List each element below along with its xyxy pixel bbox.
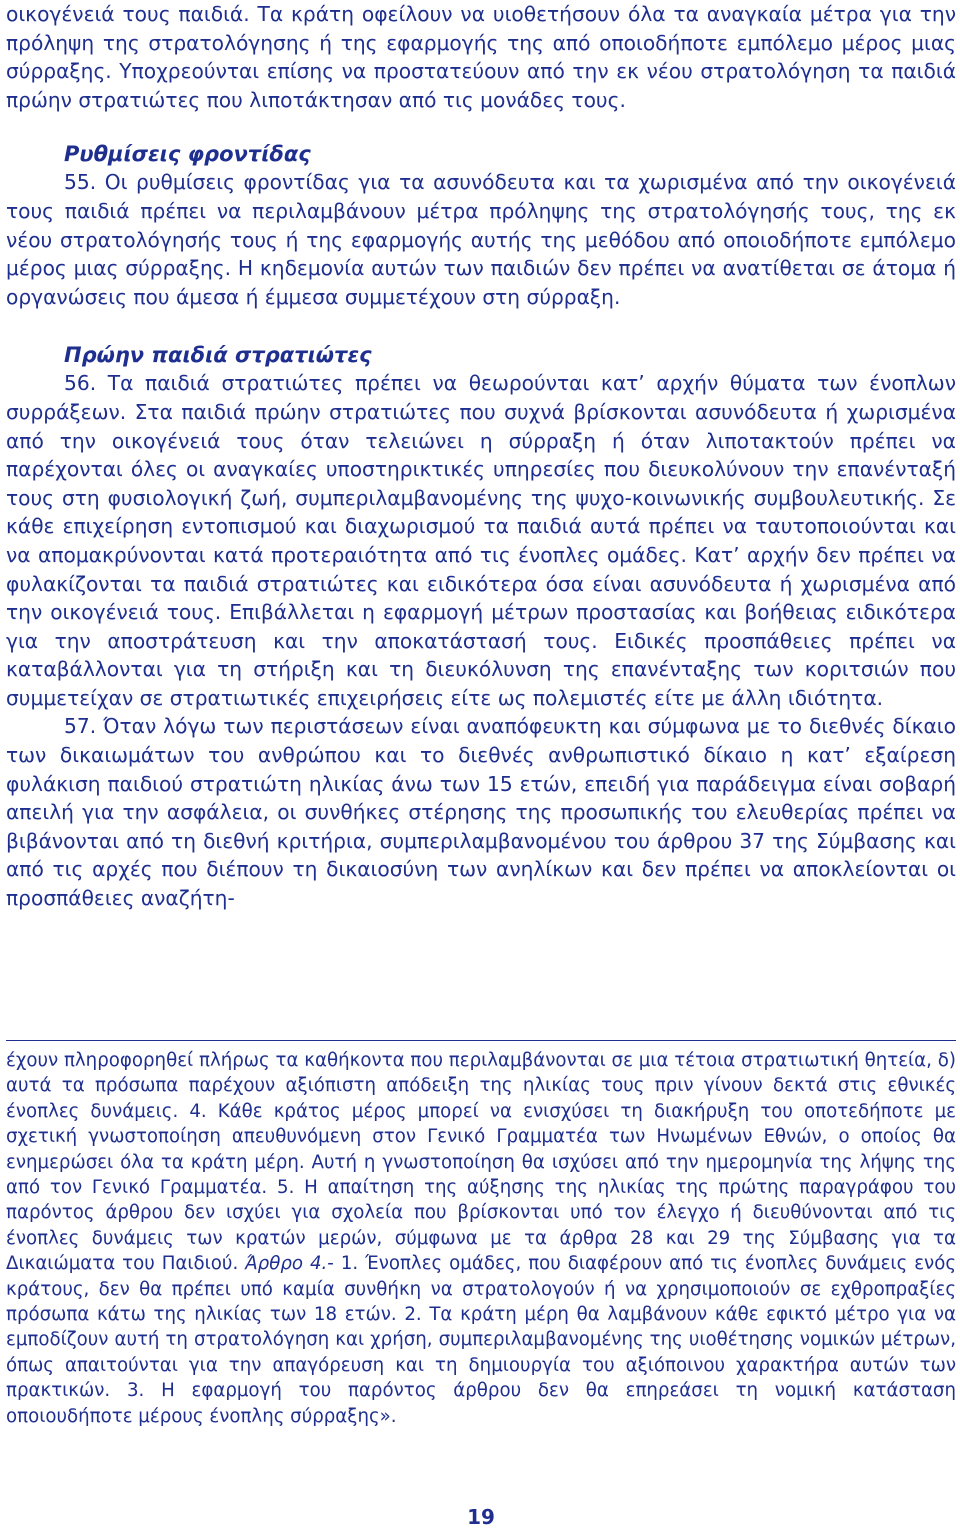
paragraph-text: Όταν λόγω των περιστάσεων είναι αναπόφευκτη και σύμφωνα με το διεθνές δίκαιο των δικαιωμάτων του ανθρώπου και το διεθνές ανθρωπιστικό δίκαιο η κατ’ εξαίρεση φυλάκιση παιδιού στρατιώτη ηλικίας άνω των 15 ετών, επειδή για παράδειγμα είναι σοβαρή απειλή για την ασφάλεια, οι συνθήκες στέρησης της προσωπικής του ελευθερίας πρέπει να βιβάνονται από τη διεθνή κριτήρια, συμπεριλαμβανομένου του άρθρου 37 της Σύμβασης και από τις αρχές που διέπουν τη δικαιοσύνη των ανηλίκων και δεν πρέπει να αποκλείονται οι προσπάθειες αναζήτη-	[6, 714, 956, 911]
paragraph-number: 55.	[64, 170, 97, 195]
document-page	[6, 0, 956, 1532]
footnote-text-before: έχουν πληροφορηθεί πλήρως τα καθήκοντα που περιλαμβάνονται σε μια τέτοια στρατιωτική θητεία, δ) αυτά τα πρόσωπα παρέχουν αξιόπιστη απόδειξη της ηλικίας τους πριν γίνουν δεκτά στις εθνικές ένοπλες δυνάμεις. 4. Κάθε κράτος μέρος μπορεί να ενισχύσει τη διακήρυξη του οποτεδήποτε με σχετική γνωστοποίηση απευθυνόμενη στον Γενικό Γραμματέα των Ηνωμένων Εθνών, ο οποίος θα ενημερώσει όλα τα κράτη μέρη. Αυτή η γνωστοποίηση θα ισχύσει από την ημερομηνία της λήψης της από τον Γενικό Γραμματέα. 5. Η απαίτηση της αύξησης της ηλικίας της πρώτης παραγράφου του παρόντος άρθρου δεν ισχύει για σχολεία που βρίσκονται υπό τον έλεγχο ή διευθύνονται από τις ένοπλες δυνάμεις των κρατών μερών, σύμφωνα με τα άρθρα 28 και 29 της Σύμβασης για τα Δικαιώματα του Παιδιού.	[6, 1050, 956, 1275]
article-4-label: Άρθρο 4.	[245, 1253, 328, 1275]
page-number: 19	[467, 1505, 495, 1529]
paragraph-text: Οι ρυθμίσεις φροντίδας για τα ασυνόδευτα και τα χωρισμένα από την οικογένειά τους παιδιά πρέπει να περιλαμβάνουν μέτρα πρόληψης της στρατολόγησής τους, της εκ νέου στρατολόγησής τους ή της εφαρμογής αυτής της μεθόδου από οποιοδήποτε εμπόλεμο μέρος μιας σύρραξης. Η κηδεμονία αυτών των παιδιών δεν πρέπει να ανατίθεται σε άτομα ή οργανώσεις που άμεσα ή έμμεσα συμμετέχουν στη σύρραξη.	[6, 170, 957, 309]
paragraph-number: 57.	[64, 714, 97, 739]
paragraph-55	[6, 168, 956, 311]
paragraph-56	[6, 369, 956, 712]
footnote	[6, 1048, 956, 1429]
footnote-text-after: - 1. Ένοπλες ομάδες, που διαφέρουν από τις ένοπλες δυνάμεις ενός κράτους, δεν θα πρέπει υπό καμία συνθήκη να στρατολογούν ή να χρησιμοποιούν σε εχθροπραξίες πρόσωπα κάτω της ηλικίας των 18 ετών. 2. Τα κράτη μέρη θα λαμβάνουν κάθε εφικτό μέτρο για να εμποδίζουν αυτή τη στρατολόγηση και χρήση, συμπεριλαμβανομένης της υιοθέτησης νομικών μέτρων, όπως απαιτούνται για την απαγόρευση και τη δημιουργία του αξιόποινου χαρακτήρα αυτών των πρακτικών. 3. Η εφαρμογή του παρόντος άρθρου δεν θα επηρεάσει τη νομική κατάσταση οποιουδήποτε μέρους ένοπλης σύρραξης».	[6, 1253, 956, 1427]
section-heading-care-arrangements: Ρυθμίσεις φροντίδας	[64, 142, 311, 167]
paragraph-57	[6, 712, 956, 912]
main-text	[6, 0, 956, 913]
paragraph-number: 56.	[64, 371, 97, 396]
continuation-paragraph: οικογένειά τους παιδιά. Τα κράτη οφείλουν να υιοθετήσουν όλα τα αναγκαία μέτρα για την πρόληψη της στρατολόγησης ή της εφαρμογής της από οποιοδήποτε εμπόλεμο μέρος μιας σύρραξης. Υποχρεούνται επίσης να προστατεύουν από την εκ νέου στρατολόγηση τα παιδιά πρώην στρατιώτες που λιποτάκτησαν από τις μονάδες τους.	[6, 2, 956, 112]
footnote-separator	[6, 1040, 956, 1041]
paragraph-text: Τα παιδιά στρατιώτες πρέπει να θεωρούνται κατ’ αρχήν θύματα των ένοπλων συρράξεων. Στα παιδιά πρώην στρατιώτες που συχνά βρίσκονται ασυνόδευτα ή χωρισμένα από την οικογένειά τους όταν τελειώνει η σύρραξη ή όταν λιποτακτούν πρέπει να παρέχονται όλες οι αναγκαίες υποστηρικτικές υπηρεσίες που διευκολύνουν την επανένταξή τους στη φυσιολογική ζωή, συμπεριλαμβανομένης της ψυχο-κοινωνικής συμβουλευτικής. Σε κάθε επιχείρηση εντοπισμού και διαχωρισμού τα παιδιά αυτά πρέπει να ταυτοποιούνται και να απομακρύνονται κατά προτεραιότητα από τις ένοπλες ομάδες. Κατ’ αρχήν δεν πρέπει να φυλακίζονται τα παιδιά στρατιώτες και ειδικότερα όσα είναι ασυνόδευτα ή χωρισμένα από την οικογένειά τους. Επιβάλλεται η εφαρμογή μέτρων προστασίας και βοήθειας ειδικότερα για την αποστράτευση και την αποκατάστασή τους. Ειδικές προσπάθειες πρέπει να καταβάλλονται για τη στήριξη και τη διευκόλυνση της επανένταξης των κοριτσιών που συμμετείχαν σε στρατιωτικές επιχειρήσεις είτε ως πολεμιστές είτε με άλλη ιδιότητα.	[6, 371, 956, 710]
section-heading-former-child-soldiers: Πρώην παιδιά στρατιώτες	[64, 343, 372, 368]
